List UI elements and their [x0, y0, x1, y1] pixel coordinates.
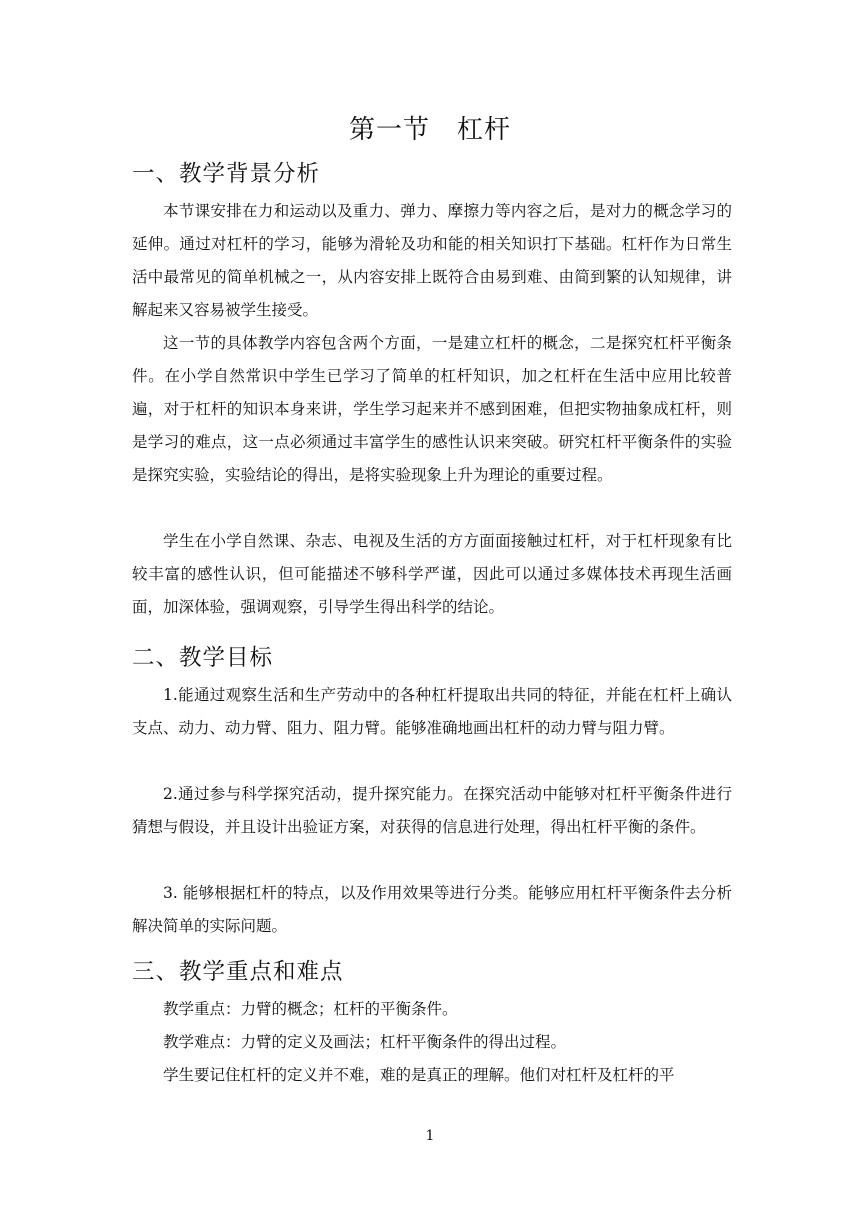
section-heading-background: 一、教学背景分析 [132, 161, 321, 187]
page-title: 第一节 杠杆 [348, 115, 511, 145]
section-heading-objectives: 二、教学目标 [132, 645, 274, 671]
paragraph-background-3: 学生在小学自然课、杂志、电视及生活的方方面面接触过杠杆，对于杠杆现象有比较丰富的感性认识，但可能描述不够科学严谨，因此可以通过多媒体技术再现生活画面，加深体验，强调观察，引导学生得出科学的结论。 [132, 532, 732, 616]
paragraph-difficulty: 教学难点：力臂的定义及画法；杠杆平衡条件的得出过程。 [163, 1033, 567, 1051]
paragraph-key-point: 教学重点：力臂的概念；杠杆的平衡条件。 [163, 1000, 458, 1018]
paragraph-objective-1: 1.能通过观察生活和生产劳动中的各种杠杆提取出共同的特征，并能在杠杆上确认支点、动力、动力臂、阻力、阻力臂。能够准确地画出杠杆的动力臂与阻力臂。 [132, 686, 732, 737]
paragraph-objective-3: 3. 能够根据杠杆的特点，以及作用效果等进行分类。能够应用杠杆平衡条件去分析解决简单的实际问题。 [132, 884, 732, 935]
paragraph-background-1: 本节课安排在力和运动以及重力、弹力、摩擦力等内容之后，是对力的概念学习的延伸。通过对杠杆的学习，能够为滑轮及功和能的相关知识打下基础。杠杆作为日常生活中最常见的简单机械之一，从内容安排上既符合由易到难、由简到繁的认知规律，讲解起来又容易被学生接受。 [132, 202, 732, 319]
page-number: 1 [425, 1128, 435, 1144]
paragraph-background-2: 这一节的具体教学内容包含两个方面，一是建立杠杆的概念，二是探究杠杆平衡条件。在小学自然常识中学生已学习了简单的杠杆知识，加之杠杆在生活中应用比较普遍，对于杠杆的知识本身来讲，学生学习起来并不感到困难，但把实物抽象成杠杆，则是学习的难点，这一点必须通过丰富学生的感性认识来突破。研究杠杆平衡条件的实验是探究实验，实验结论的得出，是将实验现象上升为理论的重要过程。 [132, 334, 732, 484]
paragraph-understanding: 学生要记住杠杆的定义并不难，难的是真正的理解。他们对杠杆及杠杆的平 [163, 1066, 675, 1084]
paragraph-objective-2: 2.通过参与科学探究活动，提升探究能力。在探究活动中能够对杠杆平衡条件进行猜想与假设，并且设计出验证方案，对获得的信息进行处理，得出杠杆平衡的条件。 [132, 785, 732, 836]
section-heading-key-points: 三、教学重点和难点 [132, 959, 344, 985]
